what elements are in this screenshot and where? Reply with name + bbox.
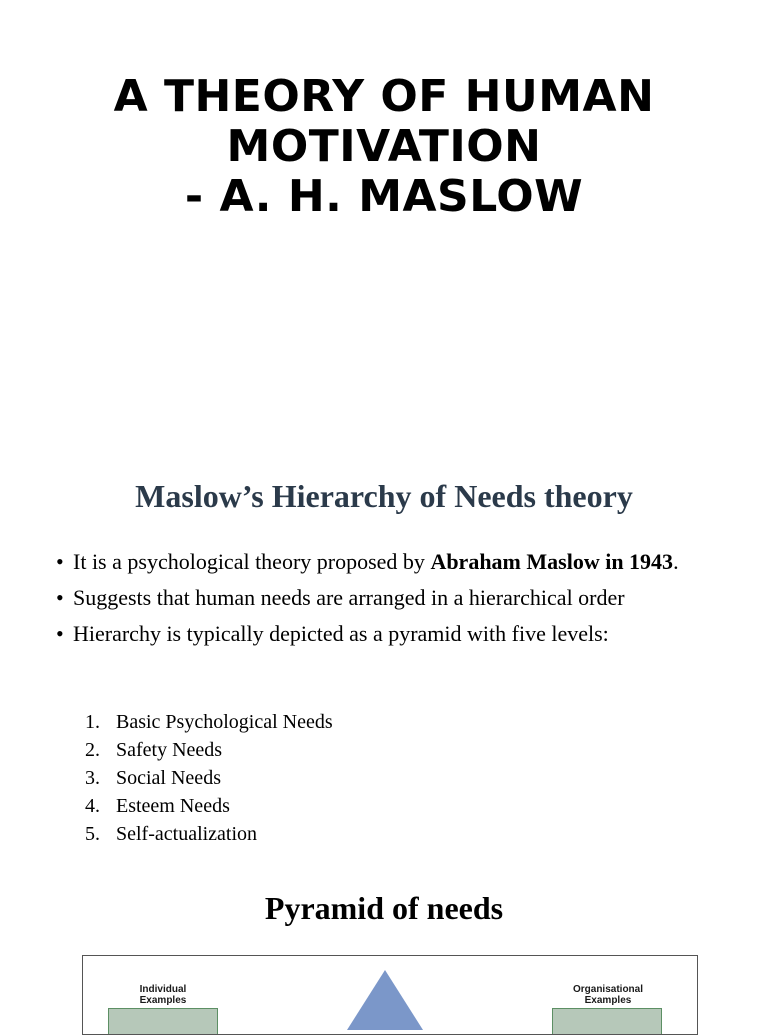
level-item	[85, 764, 333, 792]
level-item	[85, 792, 333, 820]
individual-examples-label	[108, 984, 218, 1006]
level-number: 2.	[85, 739, 100, 761]
organisational-example-box	[552, 1008, 662, 1035]
level-label: Self-actualization	[116, 823, 258, 845]
bullet-item	[56, 620, 708, 647]
bullet-1-suffix: .	[673, 549, 679, 574]
level-label: Safety Needs	[116, 739, 223, 761]
needs-level-list	[85, 708, 333, 848]
bullet-dot-icon: •	[56, 621, 64, 646]
level-number: 3.	[85, 767, 100, 789]
level-number: 1.	[85, 711, 100, 733]
bullet-2-text: Suggests that human needs are arranged in a hierarchical order	[73, 585, 625, 610]
bullet-3-text: Hierarchy is typically depicted as a pyramid with five levels:	[73, 621, 609, 646]
level-number: 5.	[85, 823, 100, 845]
bullet-dot-icon: •	[56, 549, 64, 574]
level-label: Social Needs	[116, 767, 221, 789]
individual-example-box	[108, 1008, 218, 1035]
pyramid-figure	[82, 955, 698, 1035]
organisational-examples-label	[553, 984, 663, 1006]
title-line-2: MOTIVATION	[226, 121, 542, 172]
pyramid-heading: Pyramid of needs	[264, 890, 504, 926]
individual-label-line-1: Individual	[139, 984, 187, 995]
organisational-label-line-2: Examples	[584, 995, 632, 1006]
bullet-dot-icon: •	[56, 585, 64, 610]
slide-title	[0, 72, 768, 222]
level-item	[85, 708, 333, 736]
bullet-list	[56, 548, 708, 656]
individual-label-line-2: Examples	[139, 995, 187, 1006]
level-label: Esteem Needs	[116, 795, 230, 817]
title-line-3: - A. H. MASLOW	[184, 171, 584, 222]
bullet-1-text: It is a psychological theory proposed by	[73, 549, 431, 574]
bullet-item	[56, 548, 708, 575]
section-heading: Maslow’s Hierarchy of Needs theory	[135, 478, 633, 514]
level-label: Basic Psychological Needs	[116, 711, 333, 733]
level-number: 4.	[85, 795, 100, 817]
level-item	[85, 820, 333, 848]
pyramid-triangle	[345, 970, 425, 1030]
pyramid-apex-shape	[347, 970, 423, 1030]
bullet-item	[56, 584, 708, 611]
level-item	[85, 736, 333, 764]
title-line-1: A THEORY OF HUMAN	[113, 71, 655, 122]
organisational-label-line-1: Organisational	[572, 984, 643, 995]
bullet-1-emphasis: Abraham Maslow in 1943	[430, 549, 674, 574]
